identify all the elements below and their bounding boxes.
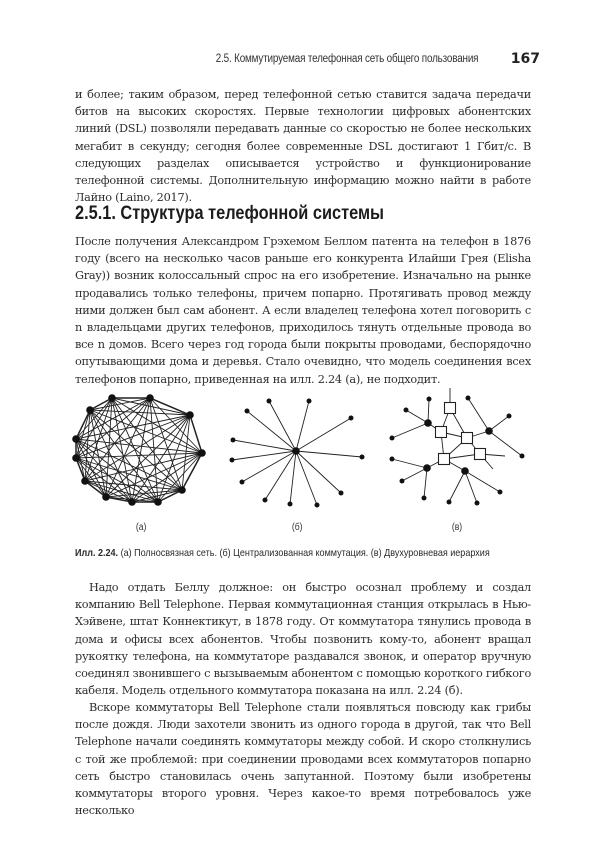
paragraph-intro: и более; таким образом, перед телефонной сетью ставится задача передачи битов на высоких скоростях. Первые технологии цифровых абонентских линий (DSL) позволяли передавать данные со скоростью не более нескольких мегабит в секунду; сегодня более современные DSL достигают 1 Гбит/с. В следующих разделах описывается устройство и функционирование телефонной системы. Дополнительную информацию можно найти в работе Лайно (Laino, 2017). (75, 88, 531, 205)
running-title: 2.5. Коммутируемая телефонная сеть общего пользования (215, 53, 478, 65)
figure-caption-label: Илл. 2.24. (75, 547, 119, 559)
fully-connected-network-diagram (72, 394, 206, 506)
figure-caption (75, 547, 490, 559)
page-number: 167 (510, 51, 540, 67)
paragraph-bell-telephone: Надо отдать Беллу должное: он быстро осознал проблему и создал компанию Bell Telephone. Первая коммутационная станция открылась в Нью-Хэйвене, штат Коннектикут, в 1878 году. От коммутатора тянулись провода в дома и офисы всех абонентов. Чтобы позвонить кому-то, абонент вращал рукоятку телефона, на коммутаторе раздавался звонок, и оператор вручную соединял звонившего с вызываемым абонентом с помощью короткого гибкого кабеля. Модель отдельного коммутатора показана на илл. 2.24 (б). (75, 581, 531, 698)
two-level-hierarchy-diagram (390, 388, 525, 506)
paragraph-switch-hierarchy: Вскоре коммутаторы Bell Telephone стали появляться повсюду как грибы после дождя. Люди захотели звонить из одного города в другой, так что Bell Telephone начали соединять коммутаторы между собой. И скоро столкнулись с той же проблемой: при соединении проводами всех коммутаторов попарно сеть быстро становилась очень запутанной. Поэтому были изобретены коммутаторы второго уровня. Через какое-то время потребовалось уже несколько (75, 701, 531, 818)
running-header (70, 51, 540, 71)
figure-label-a: (а) (135, 522, 147, 533)
figure-label-c: (в) (451, 522, 463, 533)
figure-label-b: (б) (291, 522, 303, 533)
section-heading: 2.5.1. Структура телефонной системы (75, 203, 384, 224)
paragraph-history: После получения Александром Грэхемом Беллом патента на телефон в 1876 году (всего на несколько часов раньше его конкурента Илайши Грея (Elisha Gray)) возник колоссальный спрос на его изобретение. Изначально на рынке продавались только телефоны, причем попарно. Протягивать провод между ними должен был сам абонент. А если владелец телефона хотел поговорить с n владельцами других телефонов, приходилось тянуть отдельные провода во все n домов. Всего через год города были покрыты проводами, беспорядочно опутывающими дома и деревья. Стало очевидно, что модель соединения всех телефонов попарно, приведенная на илл. 2.24 (а), не подходит. (75, 235, 531, 386)
figure-caption-text: (а) Полносвязная сеть. (б) Централизованная коммутация. (в) Двухуровневая иерархия (118, 547, 490, 559)
centralized-switching-diagram (230, 399, 365, 508)
